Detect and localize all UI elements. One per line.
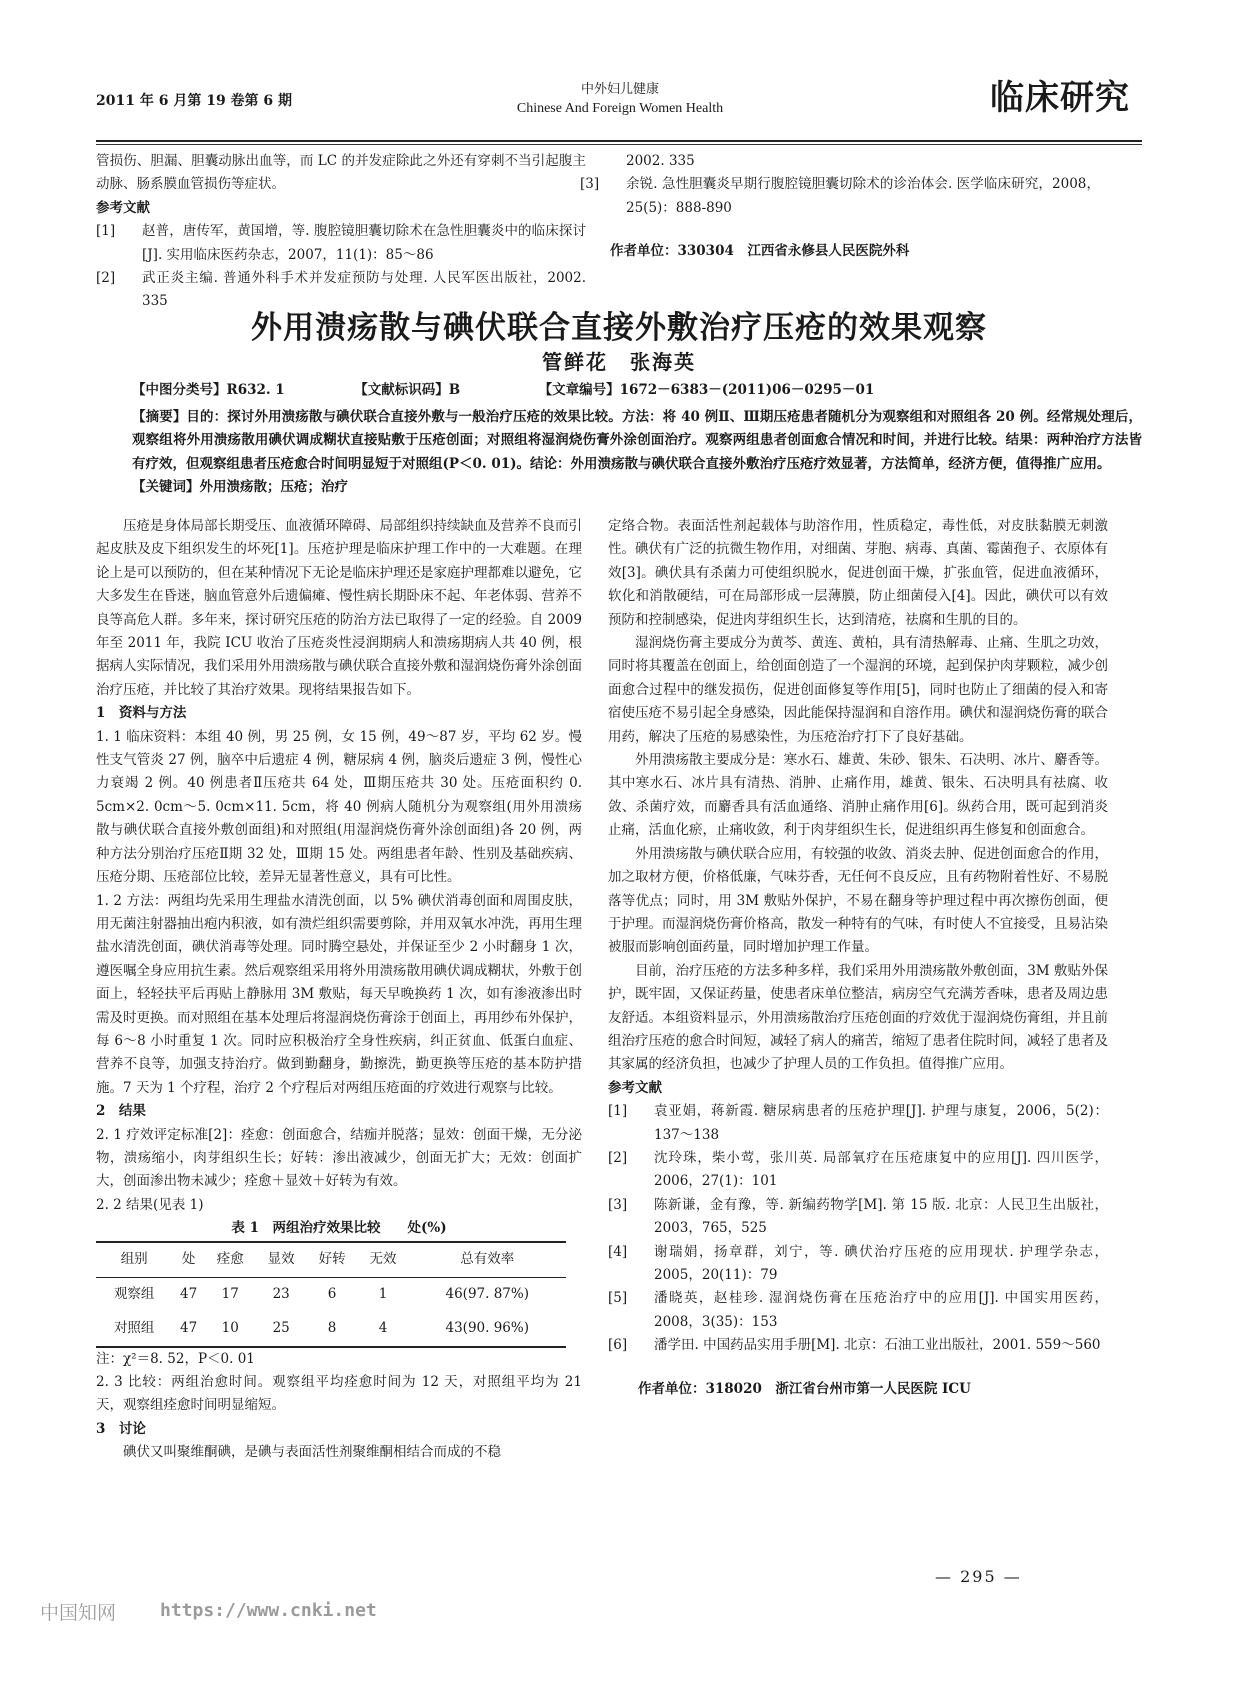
refs-heading: 参考文献 (608, 1079, 662, 1096)
paragraph-2-2: 2. 2 结果(见表 1) (96, 1196, 204, 1213)
ref-item (608, 1147, 1108, 1194)
table-cell: 47 (180, 1285, 198, 1302)
page-number: — 295 — (935, 1567, 1022, 1586)
table-note: 注：χ²＝8. 52，P＜0. 01 (96, 1350, 255, 1367)
journal-name (470, 80, 770, 118)
body-left-column (96, 515, 582, 1465)
table-cell: 10 (221, 1319, 239, 1336)
ref-text: 武正炎主编. 普通外科手术并发症预防与处理. 人民军医出版社，2002. 335 (142, 270, 586, 310)
prev-ref-item (96, 220, 586, 267)
ref-text: 陈新谦，金有豫，等. 新编药物学[M]. 第 15 版. 北京：人民卫生出版社，2003，765，525 (654, 1196, 1108, 1237)
discussion-paragraph: 定络合物。表面活性剂起载体与助溶作用，性质稳定，毒性低，对皮肤黏膜无刺激性。碘伏有广泛的抗微生物作用，对细菌、芽胞、病毒、真菌、霉菌孢子、衣原体有效[3]。碘伏具有杀菌力可使组织脱水，促进创面干燥，扩张血管，促进血液循环，软化和消散硬结，可在局部形成一层薄膜，防止细菌侵入[4]。因此，碘伏可以有效预防和控制感染，促进肉芽组织生长，达到清疮，祛腐和生肌的目的。 (608, 518, 1108, 628)
ref-number: [1] (608, 1103, 628, 1120)
ref-text: 潘晓英，赵桂珍. 湿润烧伤膏在压疮治疗中的应用[J]. 中国实用医药，2008，3(35)：153 (654, 1290, 1108, 1330)
table-row (96, 1312, 566, 1347)
class-number: 【中图分类号】R632. 1 (132, 382, 285, 398)
prev-ref-item (580, 173, 1100, 220)
table-header: 痊愈 (216, 1250, 244, 1267)
table-caption: 表 1 两组治疗效果比较 处(%) (231, 1220, 447, 1237)
watermark-url: https://www.cnki.net (160, 1600, 377, 1621)
table-header: 无效 (369, 1250, 397, 1267)
paragraph-1-1: 1. 1 临床资料：本组 40 例，男 25 例，女 15 例，49～87 岁，平均 62 岁。慢性支气管炎 27 例，脑卒中后遗症 4 例，糖尿病 4 例，脑炎后遗症 3 例，慢性心力衰竭 2 例。40 例患者Ⅱ压疮共 64 处，Ⅲ期压疮共 30 处。压疮面积约 0. 5cm×2. 0cm～5. 0cm×11. 5cm，将 40 例病人随机分为观察组(用外用溃疡散与碘伏联合直接外敷创面组)和对照组(用湿润烧伤膏外涂创面组)各 20 例，两种方法分别治疗压疮Ⅱ期 32 处，Ⅲ期 15 处。两组患者年龄、性别及基础疾病、压疮分期、压疮部位比较，差异无显著性意义，具有可比性。 (96, 728, 582, 886)
table-header: 处 (181, 1250, 196, 1267)
table-header: 总有效率 (460, 1250, 515, 1267)
discussion-paragraph: 外用溃疡散主要成分是：寒水石、雄黄、朱砂、银朱、石决明、冰片、麝香等。其中寒水石、冰片具有清热、消肿、止痛作用，雄黄、银朱、石决明具有祛腐、收敛、杀菌疗效，而麝香具有活血通络、消肿止痛作用[6]。纵药合用，既可起到消炎止痛，活血化瘀，止痛收敛，利于肉芽组织生长，促进组织再生修复和创面愈合。 (608, 752, 1108, 839)
table-header-row (96, 1242, 566, 1278)
issue-info: 2011 年 6 月第 19 卷第 6 期 (96, 93, 293, 109)
ref-number: [2] (96, 270, 116, 287)
prev-article-text: 管损伤、胆漏、胆囊动脉出血等，而 LC 的并发症除此之外还有穿刺不当引起腹主动脉、肠系膜血管损伤等症状。 (96, 153, 586, 193)
ref-number: [2] (608, 1149, 628, 1166)
ref-item (608, 1100, 1108, 1147)
ref-item (608, 1334, 1108, 1357)
prev-article-left (96, 150, 586, 310)
table-row (96, 1277, 566, 1312)
section-heading: 2 结果 (96, 1103, 146, 1120)
ref-text: 袁亚娟，蒋新霞. 糖尿病患者的压疮护理[J]. 护理与康复，2006，5(2)：137～138 (654, 1103, 1108, 1143)
table-header: 好转 (318, 1250, 346, 1267)
prev-ref-item (96, 267, 586, 310)
intro-paragraph: 压疮是身体局部长期受压、血液循环障碍、局部组织持续缺血及营养不良而引起皮肤及皮下组织发生的坏死[1]。压疮护理是临床护理工作中的一大难题。在理论上是可以预防的，但在某种情况下无论是临床护理还是家庭护理都难以避免，它大多发生在昏迷，脑血管意外后遗偏瘫、慢性病长期卧床不起、年老体弱、营养不良等高危人群。多年来，探讨研究压疮的防治方法已取得了一定的经验。自 2009 年至 2011 年，我院 ICU 收治了压疮炎性浸润期病人和溃疡期病人共 40 例，根据病人实际情况，我们采用外用溃疡散与碘伏联合直接外敷和湿润烧伤膏外涂创面治疗压疮，并比较了其治疗效果。现将结果报告如下。 (96, 518, 582, 698)
table-cell: 8 (327, 1319, 337, 1336)
table-cell: 1 (378, 1285, 388, 1302)
table-cell: 6 (327, 1285, 337, 1302)
table-cell: 43(90. 96%) (445, 1319, 529, 1336)
ref-text: 赵普，唐传军，黄国增，等. 腹腔镜胆囊切除术在急性胆囊炎中的临床探讨[J]. 实用临床医药杂志，2007，11(1)：85～86 (142, 223, 586, 263)
prev-ref-continuation: 2002. 335 (626, 153, 695, 169)
section-heading: 1 资料与方法 (96, 705, 187, 722)
author-unit: 作者单位：318020 浙江省台州市第一人民医院 ICU (638, 1380, 971, 1397)
classification-line (132, 378, 932, 398)
ref-number: [3] (608, 1196, 628, 1213)
table-header: 显效 (267, 1250, 295, 1267)
ref-text: 沈玲珠，柴小莺，张川英. 局部氧疗在压疮康复中的应用[J]. 四川医学，2006，27(1)：101 (654, 1149, 1108, 1190)
watermark-logo-text: 中国知网 (40, 1602, 117, 1624)
doc-code: 【文献标识码】B (354, 382, 461, 398)
paragraph-3-1: 碘伏又叫聚维酮碘，是碘与表面活性剂聚维酮相结合而成的不稳 (123, 1444, 501, 1461)
section-title: 临床研究 (990, 78, 1130, 118)
ref-text: 余锐. 急性胆囊炎早期行腹腔镜胆囊切除术的诊治体会. 医学临床研究，2008，25(5)：888-890 (626, 176, 1100, 216)
paragraph-2-1: 2. 1 疗效评定标准[2]：痊愈：创面愈合，结痂并脱落；显效：创面干燥，无分泌物，溃疡缩小，肉芽组织生长；好转：渗出液减少，创面无扩大；无效：创面扩大，创面渗出物未减少；痊愈＋显效＋好转为有效。 (96, 1126, 582, 1190)
section-heading: 3 讨论 (96, 1420, 146, 1437)
discussion-paragraph: 湿润烧伤膏主要成分为黄芩、黄连、黄柏，具有清热解毒、止痛、生肌之功效，同时将其覆盖在创面上，给创面创造了一个湿润的环境，起到保护肉芽颗粒，减少创面愈合过程中的继发损伤，促进创面修复等作用[5]，同时也防止了细菌的侵入和寄宿使压疮不易引起全身感染，因此能保持湿润和自溶作用。碘伏和湿润烧伤膏的联合用药，解决了压疮的易感染性，为压疮治疗打下了良好基础。 (608, 635, 1108, 745)
table-cell: 47 (180, 1319, 198, 1336)
abstract-block (132, 406, 1142, 500)
abstract-text: 【摘要】目的：探讨外用溃疡散与碘伏联合直接外敷与一般治疗压疮的效果比较。方法：将 40 例Ⅱ、Ⅲ期压疮患者随机分为观察组和对照组各 20 例。经常规处理后，观察组将外用溃疡散用碘伏调成糊状直接贴敷于压疮创面；对照组将湿润烧伤膏外涂创面治疗。观察两组患者创面愈合情况和时间，并进行比较。结果：两种治疗方法皆有疗效，但观察组患者压疮愈合时间明显短于对照组(P＜0. 01)。结论：外用溃疡散与碘伏联合直接外敷治疗压疮疗效显著，方法简单，经济方便，值得推广应用。 (132, 409, 1142, 472)
discussion-paragraph: 外用溃疡散与碘伏联合应用，有较强的收敛、消炎去肿、促进创面愈合的作用，加之取材方便，价格低廉，气味芬香，无任何不良反应，且有药物附着性好、不易脱落等优点；同时，用 3M 敷贴外保护，不易在翻身等护理过程中再次擦伤创面，便于护理。而湿润烧伤膏价格高，散发一种特有的气味，有时使人不宜接受，且易沾染被服而影响创面药量，同时增加护理工作量。 (608, 845, 1108, 956)
ref-number: [1] (96, 223, 116, 240)
paragraph-2-3: 2. 3 比较：两组治愈时间。观察组平均痊愈时间为 12 天，对照组平均为 21 天，观察组痊愈时间明显缩短。 (96, 1374, 582, 1414)
ref-number: [6] (608, 1337, 628, 1354)
table-header: 组别 (120, 1250, 148, 1267)
article-authors: 管鲜花 张海英 (542, 350, 696, 374)
ref-item (608, 1194, 1108, 1241)
article-number: 【文章编号】1672－6383－(2011)06－0295－01 (538, 382, 875, 398)
table-cell: 25 (272, 1319, 290, 1336)
table-cell: 46(97. 87%) (445, 1285, 529, 1302)
prev-article-right (580, 150, 1100, 264)
discussion-paragraph: 目前，治疗压疮的方法多种多样，我们采用外用溃疡散外敷创面，3M 敷贴外保护，既牢固，又保证药量，使患者床单位整洁，病房空气充满芳香味，患者及周边患友舒适。本组资料显示，外用溃疡散治疗压疮创面的疗效优于湿润烧伤膏组，并且前组治疗压疮的愈合时间短，减轻了病人的痛苦，缩短了患者住院时间，减轻了患者及其家属的经济负担，也减少了护理人员的工作负担。值得推广应用。 (608, 962, 1108, 1073)
table-cell: 对照组 (113, 1319, 155, 1336)
table-cell: 23 (272, 1285, 290, 1302)
results-table (96, 1241, 566, 1348)
ref-number: [4] (608, 1243, 628, 1260)
ref-item (608, 1241, 1108, 1288)
keywords: 【关键词】外用溃疡散；压疮；治疗 (132, 479, 348, 496)
header-rule-thin (96, 144, 1142, 145)
ref-text: 潘学田. 中国药品实用手册[M]. 北京：石油工业出版社，2001. 559～560 (654, 1337, 1101, 1354)
paragraph-1-2: 1. 2 方法：两组均先采用生理盐水清洗创面，以 5% 碘伏消毒创面和周围皮肤，用无菌注射器抽出疱内积液，如有溃烂组织需要剪除，并用双氧水冲洗，再用生理盐水清洗创面，碘伏消毒等处理。同时腾空悬处，并保证至少 2 小时翻身 1 次，遵医嘱全身应用抗生素。然后观察组采用将外用溃疡散用碘伏调成糊状，外敷于创面上，轻轻扶平后再贴上静脉用 3M 敷贴，每天早晚换药 1 次，如有渗液渗出时需及时更换。而对照组在基本处理后将湿润烧伤膏涂于创面上，再用纱布外保护，每 6～8 小时重复 1 次。同时应积极治疗全身性疾病，纠正贫血、低蛋白血症、营养不良等，加强支持治疗。做到勤翻身，勤擦洗，勤更换等压疮的基本防护措施。7 天为 1 个疗程，治疗 2 个疗程后对两组压疮面的疗效进行观察与比较。 (96, 892, 582, 1096)
table-cell: 17 (221, 1285, 239, 1302)
ref-number: [5] (608, 1290, 628, 1307)
ref-text: 谢瑞娟，扬章群，刘宁，等. 碘伏治疗压疮的应用现状. 护理学杂志，2005，20(11)：79 (654, 1243, 1108, 1283)
table-cell: 观察组 (113, 1285, 155, 1302)
ref-item (608, 1287, 1108, 1334)
header-rule (96, 140, 1142, 142)
table-cell: 4 (378, 1319, 388, 1336)
journal-name-en: Chinese And Foreign Women Health (516, 101, 724, 116)
prev-refs-heading: 参考文献 (96, 199, 150, 216)
article-title: 外用溃疡散与碘伏联合直接外敷治疗压疮的效果观察 (251, 310, 987, 346)
body-right-column (608, 515, 1108, 1401)
ref-number: [3] (580, 176, 600, 193)
prev-author-unit: 作者单位：330304 江西省永修县人民医院外科 (610, 243, 910, 260)
journal-name-cn: 中外妇儿健康 (580, 82, 659, 97)
